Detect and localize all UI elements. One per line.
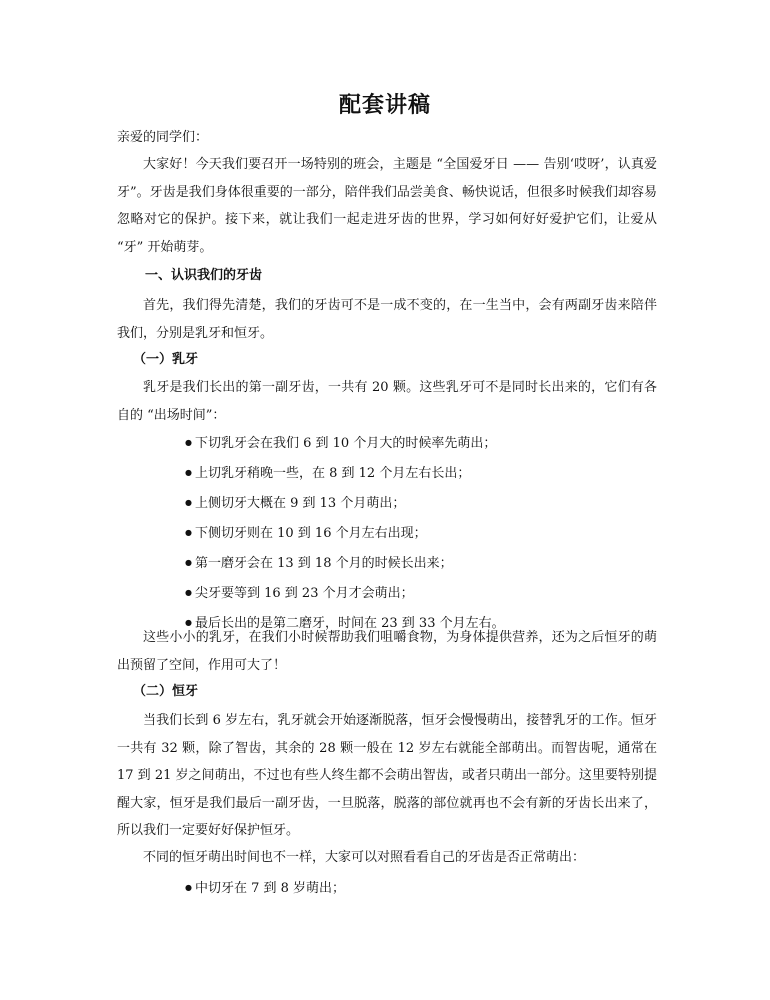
- permanent-teeth-list: [185, 873, 655, 903]
- baby-teeth-paragraph: 乳牙是我们长出的第一副牙齿，一共有 20 颗。这些乳牙可不是同时长出来的，它们有各自的 “出场时间”：: [117, 380, 657, 423]
- baby-teeth-closing: 这些小小的乳牙，在我们小时候帮助我们咀嚼食物，为身体提供营养，还为之后恒牙的萌出预留了空间，作用可大了！: [117, 630, 657, 673]
- page-title: 配套讲稿: [338, 92, 431, 118]
- list-item: ● 第一磨牙会在 13 到 18 个月的时候长出来；: [185, 548, 655, 578]
- greeting: 亲爱的同学们：: [117, 130, 209, 145]
- intro-paragraph: 大家好！今天我们要召开一场特别的班会，主题是 “全国爱牙日 —— 告别‘哎呀’，认真爱牙”。牙齿是我们身体很重要的一部分，陪伴我们品尝美食、畅快说话，但很多时候我们却容易忽略对它的保护。接下来，就让我们一起走进牙齿的世界，学习如何好好爱护它们，让爱从 “牙” 开始萌芽。: [117, 157, 657, 255]
- section1-paragraph: 首先，我们得先清楚，我们的牙齿可不是一成不变的，在一生当中，会有两副牙齿来陪伴我们，分别是乳牙和恒牙。: [117, 298, 657, 341]
- subheading-baby-teeth: （一）乳牙: [133, 352, 199, 367]
- permanent-teeth-paragraph: 当我们长到 6 岁左右，乳牙就会开始逐渐脱落，恒牙会慢慢萌出，接替乳牙的工作。恒牙一共有 32 颗，除了智齿，其余的 28 颗一般在 12 岁左右就能全部萌出。而智齿呢，通常在 17 到 21 岁之间萌出，不过也有些人终生都不会萌出智齿，或者只萌出一部分。这里要特别提醒大家，恒牙是我们最后一副牙齿，一旦脱落，脱落的部位就再也不会有新的牙齿长出来了，所以我们一定要好好保护恒牙。: [117, 713, 657, 838]
- permanent-teeth-paragraph-2: 不同的恒牙萌出时间也不一样，大家可以对照看看自己的牙齿是否正常萌出：: [143, 850, 586, 865]
- list-item: ● 中切牙在 7 到 8 岁萌出；: [185, 873, 655, 903]
- list-item: ● 下侧切牙则在 10 到 16 个月左右出现；: [185, 518, 655, 548]
- list-item: ● 尖牙要等到 16 到 23 个月才会萌出；: [185, 578, 655, 608]
- baby-teeth-list: [185, 428, 655, 638]
- subheading-permanent-teeth: （二）恒牙: [133, 684, 199, 699]
- section-heading-teeth: 一、认识我们的牙齿: [145, 268, 263, 283]
- list-item: ● 下切乳牙会在我们 6 到 10 个月大的时候率先萌出；: [185, 428, 655, 458]
- list-item: ● 最后长出的是第二磨牙，时间在 23 到 33 个月左右。: [185, 608, 655, 638]
- list-item: ● 上切乳牙稍晚一些，在 8 到 12 个月左右长出；: [185, 458, 655, 488]
- list-item: ● 上侧切牙大概在 9 到 13 个月萌出；: [185, 488, 655, 518]
